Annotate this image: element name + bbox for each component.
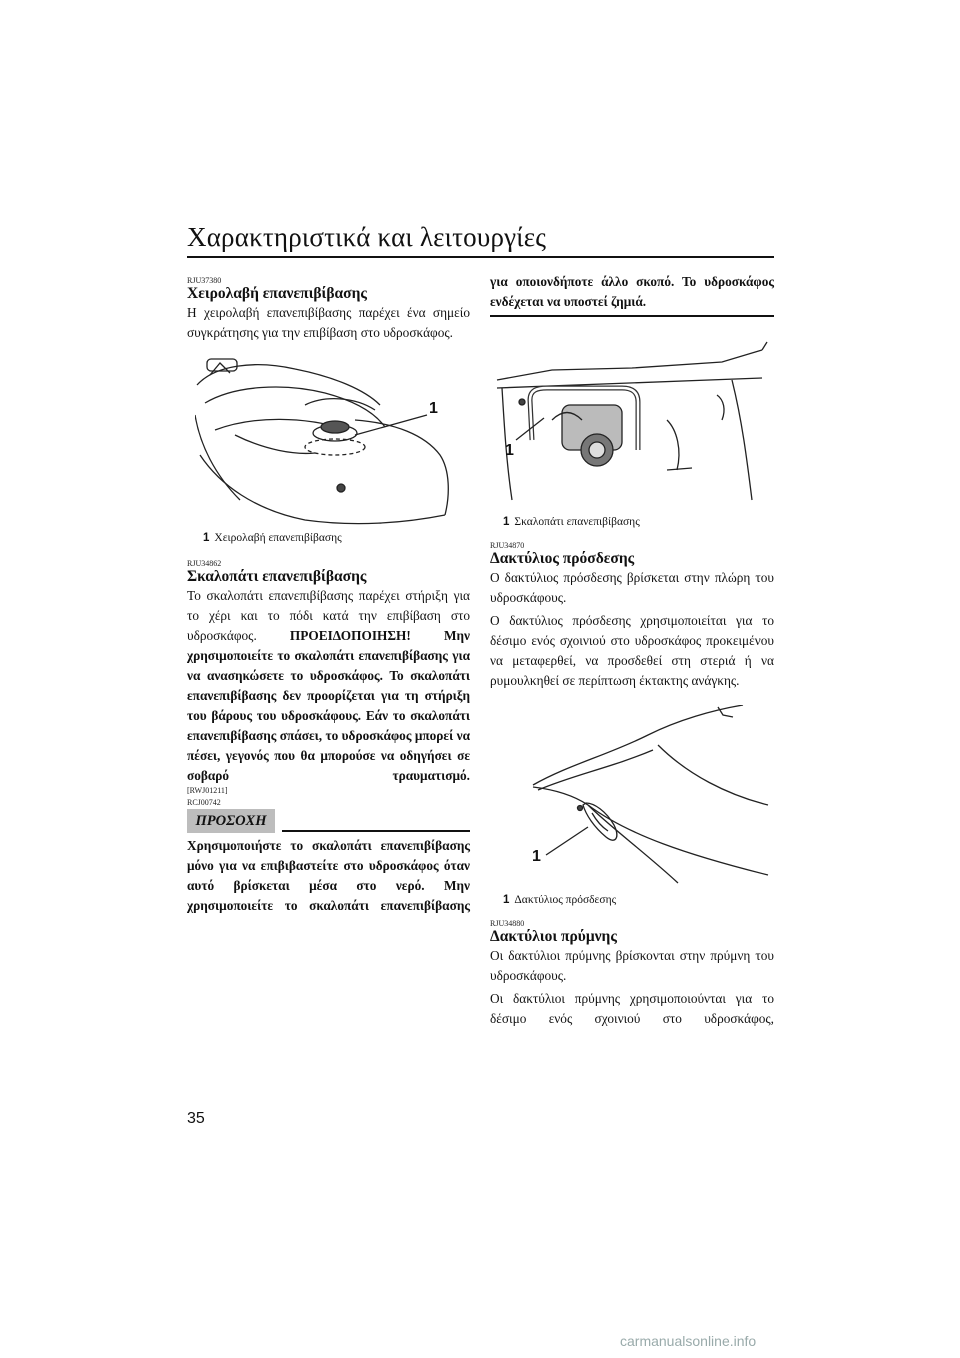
caption-text: Δακτύλιος πρόσδεσης [514,894,617,906]
caption-text: Χειρολαβή επανεπιβίβασης [214,532,342,544]
section-code: RJU34870 [490,541,525,550]
bow-eye-illustration [528,705,774,885]
bow-eye-paragraph-1: Ο δακτύλιος πρόσδεσης βρίσκεται στην πλώρη του υδροσκάφους. [490,570,774,605]
caption-number: 1 [503,894,510,906]
caution-text-part-2: για οποιονδήποτε άλλο σκοπό. Το υδροσκάφος ενδέχεται να υποστεί ζημιά. [490,274,774,309]
page-number: 35 [187,1110,205,1127]
section-code: RJU34880 [490,919,525,928]
caution-text-part-1: Χρησιμοποιήστε το σκαλοπάτι επανεπιβίβασης μόνο για να επιβιβαστείτε στο υδροσκάφος όταν αυτό βρίσκεται μέσα στο νερό. Μην χρησιμοποιείτε το σκαλοπάτι επανεπιβίβασης [187,838,470,913]
figure-callout: 1 [429,400,438,417]
caution-end-divider [490,315,774,317]
title-divider [187,256,774,258]
handgrip-caption [203,532,342,544]
bow-eye-caption [503,894,616,906]
warning-text: ΠΡΟΕΙΔΟΠΟΙΗΣΗ! Μην χρησιμοποιείτε το σκαλοπάτι επανεπιβίβασης για να ανασηκώσετε το υδροσκάφος. Το σκαλοπάτι επανεπιβίβασης δεν προορίζεται για τη στήριξη του βάρους του υδροσκάφους. Εάν το σκαλοπάτι επανεπιβίβασης σπάσει, το υδροσκάφος μπορεί να πέσει, γεγονός που θα μπορούσε να οδηγήσει σε σοβαρό τραυματισμό. [187,628,470,783]
handgrip-illustration [195,355,460,530]
stern-eyes-paragraph-2: Οι δακτύλιοι πρύμνης χρησιμοποιούνται για το δέσιμο ενός σχοινιού στο υδροσκάφος, [490,991,774,1026]
caption-number: 1 [503,516,510,528]
step-caption [503,516,640,528]
section-heading-stern-eyes: Δακτύλιοι πρύμνης [490,928,617,945]
section-code: RJU34862 [187,559,222,568]
handgrip-paragraph: Η χειρολαβή επανεπιβίβασης παρέχει ένα σημείο συγκράτησης για την επιβίβαση στο υδροσκάφος. [187,305,470,340]
bow-eye-paragraph-2: Ο δακτύλιος πρόσδεσης χρησιμοποιείται για το δέσιμο ενός σχοινιού στο υδροσκάφος προκειμένου να μεταφερθεί, να προσδεθεί στη στεριά ή να ρυμουλκηθεί σε περίπτωση έκτακτης ανάγκης. [490,613,774,688]
figure-callout: 1 [532,848,541,865]
section-heading-handgrip: Χειρολαβή επανεπιβίβασης [187,285,367,302]
warning-reference: [RWJ01211] [187,786,228,795]
stern-eyes-paragraph-1: Οι δακτύλιοι πρύμνης βρίσκονται στην πρύμνη του υδροσκάφους. [490,948,774,983]
watermark: carmanualsonline.info [620,1333,757,1349]
page-title: Χαρακτηριστικά και λειτουργίες [187,222,547,252]
step-text: Το σκαλοπάτι επανεπιβίβασης παρέχει στήριξη για το χέρι και το πόδι κατά την επιβίβαση στο υδροσκάφος. [187,588,470,643]
caption-text: Σκαλοπάτι επανεπιβίβασης [514,516,640,528]
figure-callout: 1 [505,442,514,459]
step-paragraph [187,586,470,786]
section-heading-step: Σκαλοπάτι επανεπιβίβασης [187,568,367,585]
caution-badge: ΠΡΟΣΟΧΗ [187,809,275,833]
section-heading-bow-eye: Δακτύλιος πρόσδεσης [490,550,635,567]
caption-number: 1 [203,532,210,544]
caution-code: RCJ00742 [187,798,221,807]
section-code: RJU37380 [187,276,222,285]
caution-divider [282,830,470,832]
step-illustration [492,340,772,510]
